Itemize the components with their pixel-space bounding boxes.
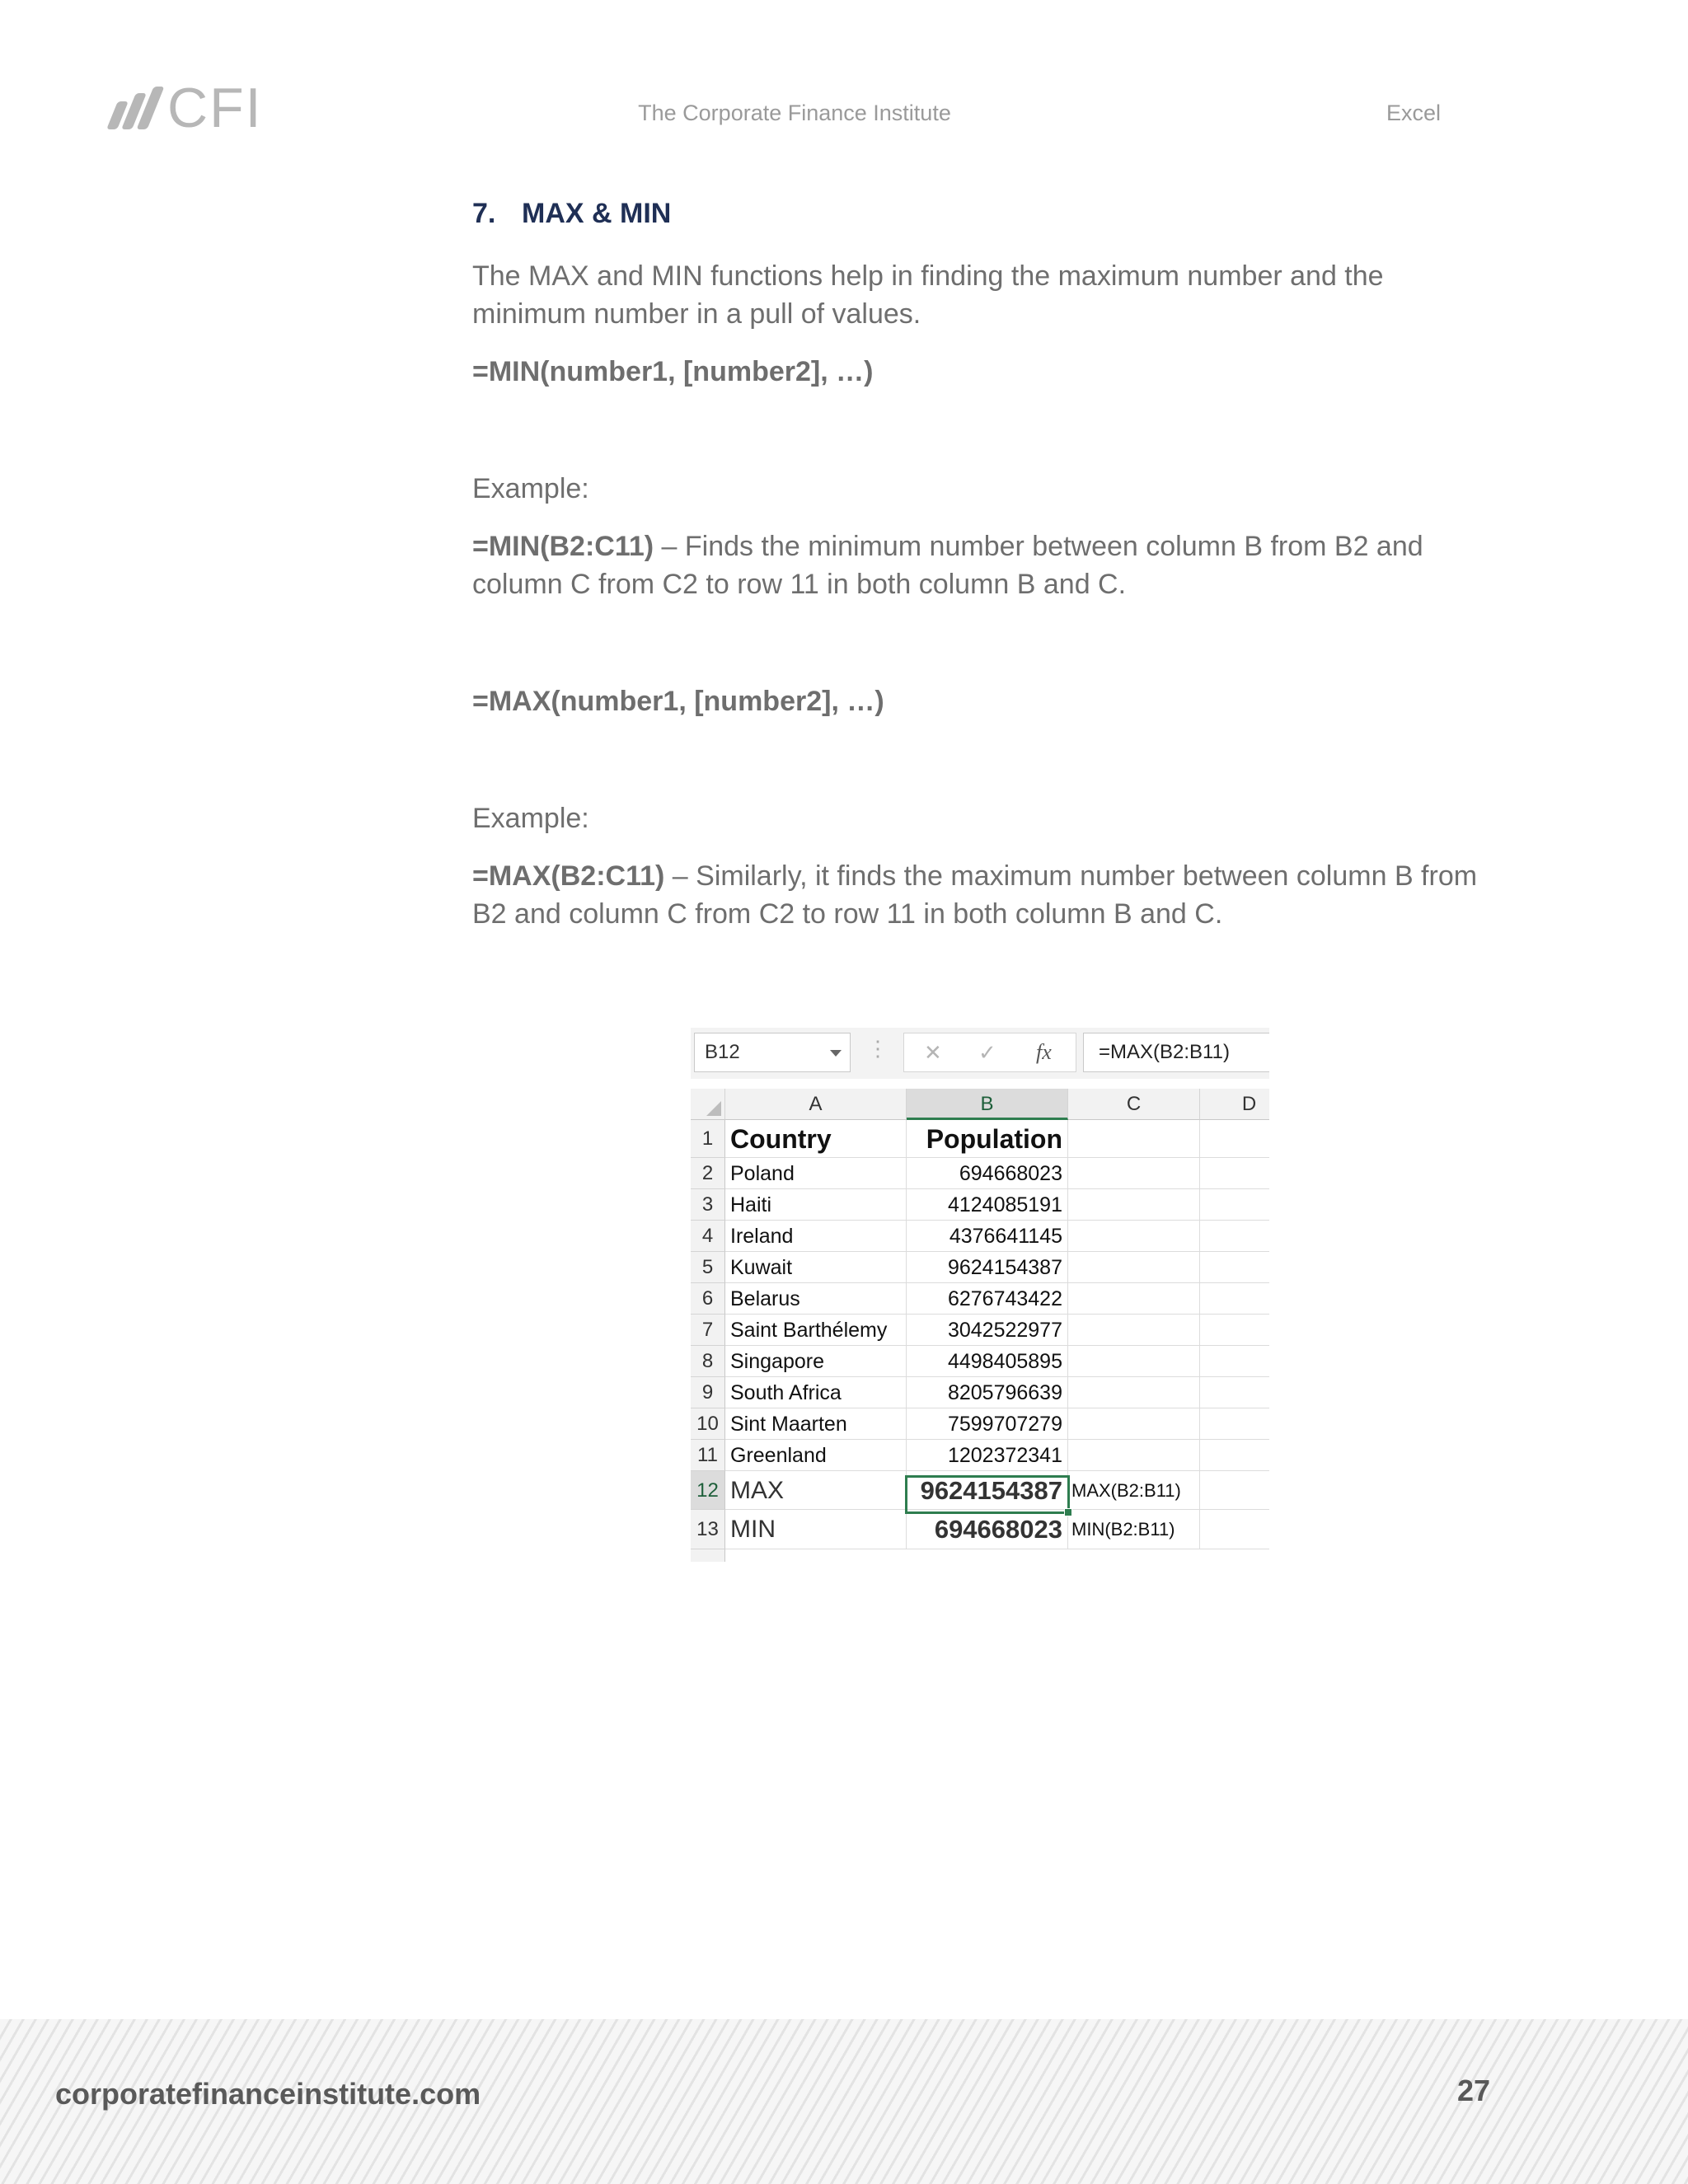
max-example <box>472 857 1478 933</box>
cell-d2[interactable] <box>1200 1158 1269 1189</box>
cell-d5[interactable] <box>1200 1252 1269 1283</box>
name-box-value: B12 <box>705 1041 740 1063</box>
page-content <box>472 198 1478 933</box>
row-header-1[interactable]: 1 <box>691 1120 725 1158</box>
cell-c11[interactable] <box>1068 1440 1200 1471</box>
cell-b6[interactable]: 6276743422 <box>907 1283 1068 1315</box>
row-header-7[interactable]: 7 <box>691 1315 725 1346</box>
row-header-9[interactable]: 9 <box>691 1377 725 1408</box>
cell-c1[interactable] <box>1068 1120 1200 1158</box>
cell-c10[interactable] <box>1068 1408 1200 1440</box>
cell-b4[interactable]: 4376641145 <box>907 1221 1068 1252</box>
intro-paragraph: The MAX and MIN functions help in finding the maximum number and the minimum number in a pull of values. <box>472 260 1384 330</box>
row-header-8[interactable]: 8 <box>691 1346 725 1377</box>
formula-input[interactable]: =MAX(B2:B11) <box>1083 1033 1269 1072</box>
cell-b3[interactable]: 4124085191 <box>907 1189 1068 1221</box>
max-example-text: – Similarly, it finds the maximum number between column B from B2 and column C from C2 to row 11 in both column B and C. <box>472 860 1478 930</box>
cell-c7[interactable] <box>1068 1315 1200 1346</box>
cell-b5[interactable]: 9624154387 <box>907 1252 1068 1283</box>
row-header-partial <box>691 1549 725 1562</box>
cell-a2[interactable]: Poland <box>725 1158 907 1189</box>
name-box-dropdown-icon[interactable] <box>830 1050 842 1057</box>
cell-d12[interactable] <box>1200 1471 1269 1510</box>
cell-b12[interactable]: 9624154387 <box>907 1471 1068 1510</box>
max-example-code: =MAX(B2:C11) <box>472 860 665 892</box>
cell-b2[interactable]: 694668023 <box>907 1158 1068 1189</box>
example-label-1: Example: <box>472 473 589 504</box>
confirm-icon[interactable]: ✓ <box>978 1040 996 1065</box>
min-example-code: =MIN(B2:C11) <box>472 531 654 562</box>
cell-d9[interactable] <box>1200 1377 1269 1408</box>
cell-d4[interactable] <box>1200 1221 1269 1252</box>
min-example <box>472 527 1478 603</box>
cell-b9[interactable]: 8205796639 <box>907 1377 1068 1408</box>
row-header-6[interactable]: 6 <box>691 1283 725 1315</box>
insert-function-icon[interactable]: fx <box>1036 1040 1052 1064</box>
name-box[interactable] <box>694 1033 851 1072</box>
cell-d13[interactable] <box>1200 1510 1269 1549</box>
cell-b10[interactable]: 7599707279 <box>907 1408 1068 1440</box>
cancel-icon[interactable]: ✕ <box>924 1040 942 1065</box>
row-header-5[interactable]: 5 <box>691 1252 725 1283</box>
cell-a7[interactable]: Saint Barthélemy <box>725 1315 907 1346</box>
section-title: MAX & MIN <box>522 198 672 229</box>
logo-text: CFI <box>167 77 263 139</box>
row-header-4[interactable]: 4 <box>691 1221 725 1252</box>
cell-a12[interactable]: MAX <box>725 1471 907 1510</box>
cell-c12[interactable]: MAX(B2:B11) <box>1068 1471 1200 1510</box>
cell-a8[interactable]: Singapore <box>725 1346 907 1377</box>
cell-a5[interactable]: Kuwait <box>725 1252 907 1283</box>
cell-a6[interactable]: Belarus <box>725 1283 907 1315</box>
min-syntax: =MIN(number1, [number2], …) <box>472 356 874 387</box>
min-example-text: – Finds the minimum number between column B from B2 and column C from C2 to row 11 in both column B and C. <box>472 531 1423 600</box>
cell-c13[interactable]: MIN(B2:B11) <box>1068 1510 1200 1549</box>
excel-screenshot <box>691 1028 1269 1562</box>
formula-controls <box>903 1033 1076 1072</box>
cell-c3[interactable] <box>1068 1189 1200 1221</box>
cell-a13[interactable]: MIN <box>725 1510 907 1549</box>
header-title: The Corporate Finance Institute <box>638 101 951 125</box>
column-header-a[interactable]: A <box>725 1089 907 1120</box>
row-header-3[interactable]: 3 <box>691 1189 725 1221</box>
row-header-13[interactable]: 13 <box>691 1510 725 1549</box>
cell-a1[interactable]: Country <box>725 1120 907 1158</box>
cell-c5[interactable] <box>1068 1252 1200 1283</box>
row-header-11[interactable]: 11 <box>691 1440 725 1471</box>
cell-d7[interactable] <box>1200 1315 1269 1346</box>
column-header-b[interactable]: B <box>907 1089 1068 1120</box>
row-header-10[interactable]: 10 <box>691 1408 725 1440</box>
cell-d10[interactable] <box>1200 1408 1269 1440</box>
column-header-d[interactable]: D <box>1200 1089 1269 1120</box>
cell-d11[interactable] <box>1200 1440 1269 1471</box>
max-syntax: =MAX(number1, [number2], …) <box>472 686 884 717</box>
cell-a4[interactable]: Ireland <box>725 1221 907 1252</box>
cell-c6[interactable] <box>1068 1283 1200 1315</box>
cell-b13[interactable]: 694668023 <box>907 1510 1068 1549</box>
cell-a3[interactable]: Haiti <box>725 1189 907 1221</box>
footer-website: corporatefinanceinstitute.com <box>55 2077 481 2111</box>
page-number: 27 <box>1457 2074 1491 2107</box>
cell-d1[interactable] <box>1200 1120 1269 1158</box>
row-header-12[interactable]: 12 <box>691 1471 725 1510</box>
cell-c9[interactable] <box>1068 1377 1200 1408</box>
column-header-c[interactable]: C <box>1068 1089 1200 1120</box>
cell-c8[interactable] <box>1068 1346 1200 1377</box>
header-section: Excel <box>1386 101 1441 125</box>
section-heading <box>472 198 1478 237</box>
cell-b11[interactable]: 1202372341 <box>907 1440 1068 1471</box>
section-number: 7. <box>472 198 496 229</box>
cell-c2[interactable] <box>1068 1158 1200 1189</box>
cell-c4[interactable] <box>1068 1221 1200 1252</box>
more-options-icon: ⋮ <box>867 1036 889 1061</box>
cell-b7[interactable]: 3042522977 <box>907 1315 1068 1346</box>
cell-d6[interactable] <box>1200 1283 1269 1315</box>
cell-b1[interactable]: Population <box>907 1120 1068 1158</box>
cell-a10[interactable]: Sint Maarten <box>725 1408 907 1440</box>
cell-a9[interactable]: South Africa <box>725 1377 907 1408</box>
example-label-2: Example: <box>472 803 589 834</box>
select-all-corner[interactable] <box>691 1089 725 1120</box>
cell-d8[interactable] <box>1200 1346 1269 1377</box>
cell-d3[interactable] <box>1200 1189 1269 1221</box>
row-header-2[interactable]: 2 <box>691 1158 725 1189</box>
cell-a11[interactable]: Greenland <box>725 1440 907 1471</box>
formula-bar <box>691 1028 1269 1079</box>
cell-b8[interactable]: 4498405895 <box>907 1346 1068 1377</box>
